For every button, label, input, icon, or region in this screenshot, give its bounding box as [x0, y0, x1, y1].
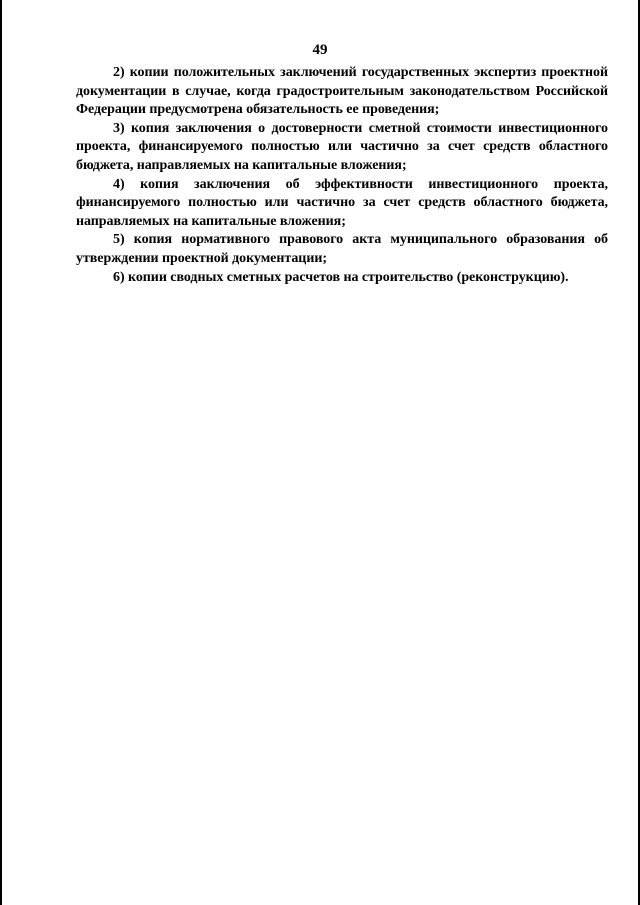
list-item: 4) копия заключения об эффективности инвестиционного проекта, финансируемого полностью или частично за счет средств областного бюджета, направляемых на капитальные вложения; [76, 176, 608, 229]
document-body [76, 64, 608, 287]
list-item: 6) копии сводных сметных расчетов на строительство (реконструкцию). [113, 269, 569, 285]
list-item: 5) копия нормативного правового акта муниципального образования об утверждении проектной документации; [76, 232, 608, 266]
list-item: 2) копии положительных заключений государственных экспертиз проектной документации в случае, когда градостроительным законодательством Российской Федерации предусмотрена обязательность ее проведения; [76, 65, 608, 118]
list-item: 3) копия заключения о достоверности сметной стоимости инвестиционного проекта, финансируемого полностью или частично за счет средств областного бюджета, направляемых на капитальные вложения; [76, 120, 608, 173]
page-left-border [0, 0, 2, 905]
page-number: 49 [312, 42, 328, 58]
